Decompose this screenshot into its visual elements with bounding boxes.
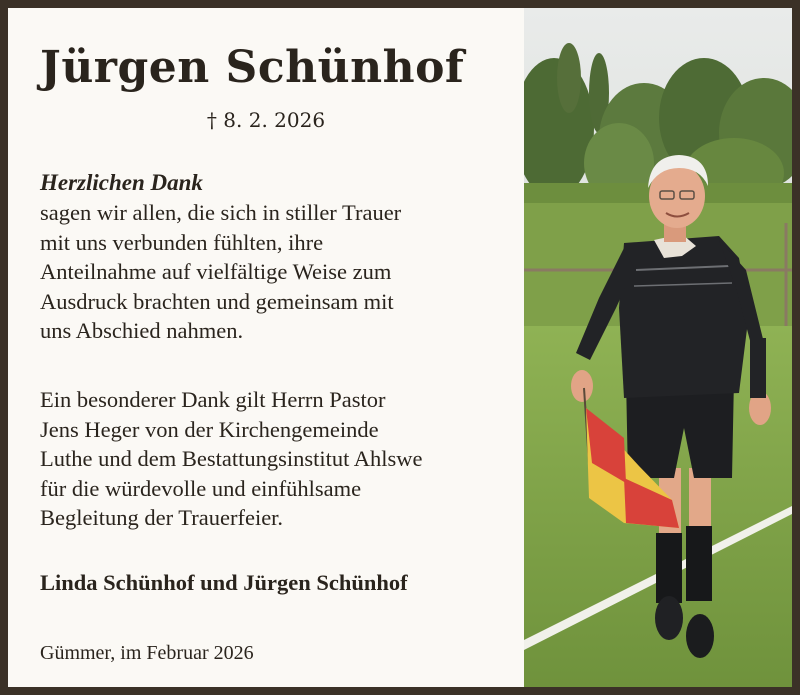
death-date: † 8. 2. 2026 bbox=[206, 108, 326, 132]
paragraph-line: uns Abschied nahmen. bbox=[40, 318, 244, 343]
paragraph-line: sagen wir allen, die sich in stiller Trauer bbox=[40, 200, 402, 225]
place-date: Gümmer, im Februar 2026 bbox=[40, 642, 254, 664]
paragraph-line: Luthe und dem Bestattungsinstitut Ahlswe bbox=[40, 446, 423, 471]
paragraph-line: mit uns verbunden fühlten, ihre bbox=[40, 229, 324, 255]
referee-photo bbox=[524, 8, 792, 687]
text-column bbox=[8, 8, 524, 687]
paragraph-line: Ein besonderer Dank gilt Herrn Pastor bbox=[40, 387, 386, 412]
thanks-paragraph bbox=[40, 198, 510, 346]
special-thanks-paragraph bbox=[40, 385, 510, 533]
notice-paper bbox=[8, 8, 792, 687]
paragraph-line: Anteilnahme auf vielfältige Weise zum bbox=[40, 259, 392, 284]
paragraph-line: Jens Heger von der Kirchengemeinde bbox=[40, 416, 379, 442]
paragraph-line: Ausdruck brachten und gemeinsam mit bbox=[40, 288, 394, 314]
deceased-name: Jürgen Schünhof bbox=[40, 42, 465, 93]
signers: Linda Schünhof und Jürgen Schünhof bbox=[40, 570, 408, 595]
paragraph-line: Begleitung der Trauerfeier. bbox=[40, 505, 284, 530]
paragraph-line: für die würdevolle und einfühlsame bbox=[40, 475, 362, 501]
thanks-heading: Herzlichen Dank bbox=[40, 170, 203, 195]
